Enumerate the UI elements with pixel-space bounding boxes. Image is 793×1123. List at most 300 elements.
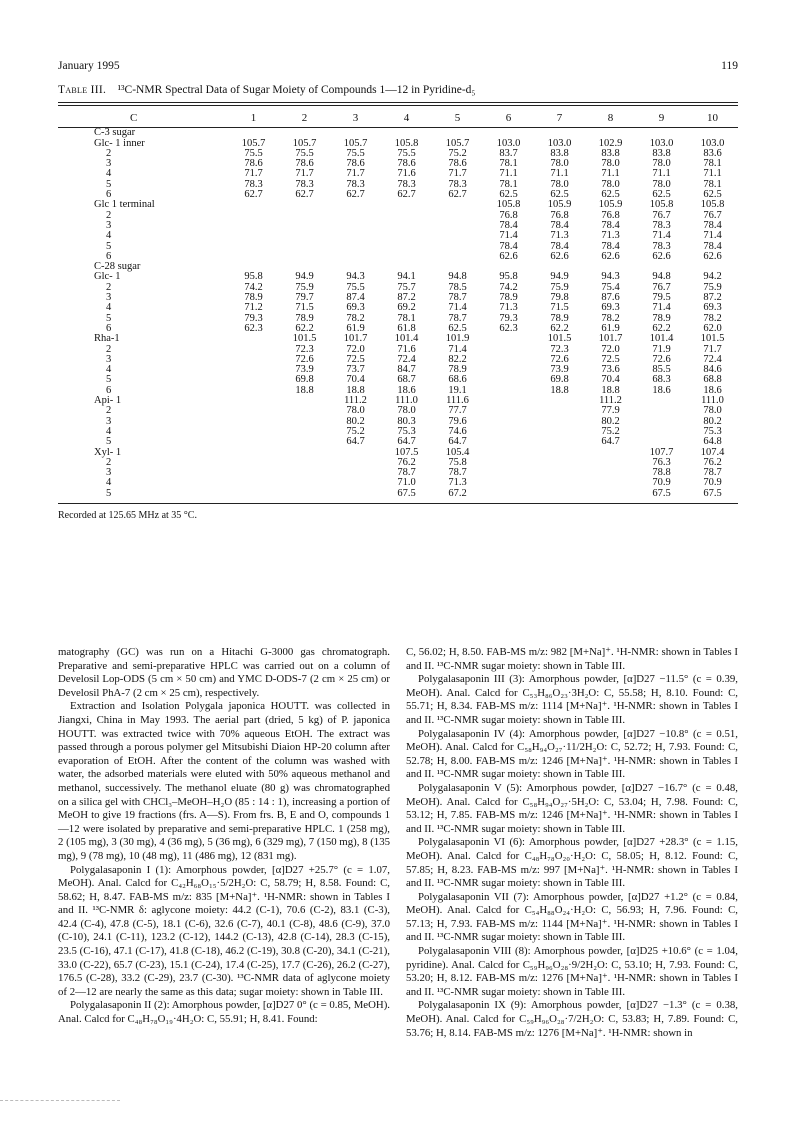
table-cell: 87.2 [703,292,722,304]
row-label: 3 [106,292,112,304]
table-cell [228,427,279,437]
table-cell: 70.9 [703,477,722,489]
page [58,60,738,521]
table-cell: 71.7 [295,168,314,180]
table-row [58,437,738,447]
table-cell: 71.1 [499,168,518,180]
table-cell [279,221,330,231]
table-cell [279,128,330,139]
table-cell [330,221,381,231]
table-cell: 105.9 [598,199,623,211]
table-cell: 82.2 [448,353,467,365]
table-cell: 62.2 [550,322,569,334]
table-cell: 105.8 [496,199,521,211]
table-cell [279,242,330,252]
table-cell: 75.8 [448,456,467,468]
table-cell: 71.7 [346,168,365,180]
table-cell: 62.5 [499,189,518,201]
table-cell: 71.5 [295,302,314,314]
table-cell: 75.9 [703,281,722,293]
table-cell: 78.9 [448,364,467,376]
table-cell [279,396,330,406]
table-cell [585,448,636,458]
column-header-carbon: C [58,110,228,128]
table-cell: 105.8 [700,199,725,211]
table-cell [636,427,687,437]
table-cell [228,200,279,210]
table-cell: 79.3 [499,312,518,324]
table-cell: 76.3 [652,456,671,468]
body-text [58,646,738,1040]
table-cell: 64.7 [397,436,416,448]
table-cell [381,252,432,262]
table-cell [228,128,279,139]
table-cell: 95.8 [244,271,263,283]
table-cell: 78.9 [244,292,263,304]
table-cell [228,345,279,355]
table-cell: 78.1 [397,312,416,324]
table-cell [483,345,534,355]
row-label: 6 [106,250,112,262]
table-cell: 78.3 [295,178,314,190]
table-cell: 78.0 [550,158,569,170]
table-cell: 95.8 [499,271,518,283]
table-cell: 18.8 [601,384,620,396]
table-cell [534,489,585,503]
table-cell: 79.6 [448,415,467,427]
table-cell: 83.6 [703,147,722,159]
table-cell [279,448,330,458]
table-cell [483,396,534,406]
table-footnote: Recorded at 125.65 MHz at 35 °C. [58,509,197,521]
table-cell: 111.2 [599,395,622,407]
table-cell: 94.8 [652,271,671,283]
table-cell: 76.7 [703,209,722,221]
table-cell: 101.7 [343,333,368,345]
table-cell: 71.1 [703,168,722,180]
row-label: 5 [106,178,112,190]
table-cell [534,427,585,437]
column-header-compound: 5 [432,110,483,128]
table-cell [279,211,330,221]
table-cell: 78.7 [448,292,467,304]
table-cell: 67.2 [448,487,467,499]
table-cell: 69.3 [346,302,365,314]
page-number: 119 [721,60,738,72]
row-label: 5 [106,374,112,386]
table-cell: 18.8 [295,384,314,396]
table-cell [585,489,636,503]
table-cell: 75.4 [601,281,620,293]
paragraph: Polygalasaponin IX (9): Amorphous powder, [α]D27 −1.3° (c = 0.38, MeOH). Anal. Calcd for C₅₉H₉₆O₂₈·7/2H₂O: C, 53.83; H, 7.89. Found: C, 53.76; H, 8.14. FAB-MS m/z: 1276 [M+Na]⁺. ¹H-NMR: shown in [406,999,738,1039]
table-cell: 78.7 [397,467,416,479]
table-cell: 72.3 [295,343,314,355]
table-cell: 75.2 [601,425,620,437]
table-cell: 78.1 [703,158,722,170]
row-label: Glc 1 terminal [94,199,155,211]
table-cell: 64.7 [448,436,467,448]
table-cell: 78.7 [703,467,722,479]
column-header-compound: 9 [636,110,687,128]
table-cell: 75.2 [346,425,365,437]
table-cell [330,231,381,241]
table-row [58,252,738,262]
table-cell: 73.6 [601,364,620,376]
table-cell: 64.7 [346,436,365,448]
table-cell: 62.6 [601,250,620,262]
table-cell: 61.9 [601,322,620,334]
table-cell [585,458,636,468]
row-label: 5 [106,487,112,499]
table-row [58,200,738,210]
table-cell: 83.8 [652,147,671,159]
table-cell [228,489,279,503]
table-cell: 83.7 [499,147,518,159]
table-cell: 78.6 [448,158,467,170]
table-cell: 62.7 [448,189,467,201]
table-cell: 78.9 [499,292,518,304]
column-header-compound: 10 [687,110,738,128]
table-cell: 107.7 [649,446,674,458]
row-label: Glc- 1 [94,271,121,283]
table-cell [687,128,738,139]
table-cell: 105.8 [649,199,674,211]
table-cell [381,221,432,231]
row-label: 4 [106,477,112,489]
table-cell: 78.6 [244,158,263,170]
table-cell: 94.3 [346,271,365,283]
table-cell [381,128,432,139]
page-header [58,60,738,72]
table-top-rule [58,102,738,106]
row-label: 4 [106,230,112,242]
table-cell: 78.0 [346,405,365,417]
table-cell [330,128,381,139]
table-cell: 75.9 [550,281,569,293]
table-cell: 78.9 [550,312,569,324]
table-cell: 62.6 [703,250,722,262]
paragraph: Polygalasaponin II (2): Amorphous powder, [α]D27 0° (c = 0.85, MeOH). Anal. Calcd for C₄₈H₇₈O₁₉·4H₂O: C, 55.91; H, 8.41. Found: [58,999,390,1026]
table-cell: 75.5 [346,281,365,293]
table-cell: 72.6 [652,353,671,365]
table-cell: 71.3 [499,302,518,314]
table-cell: 69.3 [601,302,620,314]
table-cell: 78.8 [652,467,671,479]
table-cell [432,231,483,241]
table-cell: 111.0 [395,395,418,407]
table-cell: 71.7 [448,168,467,180]
table-cell: 68.8 [703,374,722,386]
table-cell: 78.0 [601,178,620,190]
table-cell: 62.6 [652,250,671,262]
table-cell: 73.7 [346,364,365,376]
table-cell: 70.9 [652,477,671,489]
table-cell: 62.7 [295,189,314,201]
table-cell [432,200,483,210]
table-cell: 71.1 [601,168,620,180]
table-cell [585,128,636,139]
table-cell: 78.9 [295,312,314,324]
table-cell: 103.0 [700,137,725,149]
table-cell: 80.2 [601,415,620,427]
row-label: 3 [106,353,112,365]
table-cell: 78.4 [499,219,518,231]
table-cell: 71.4 [703,230,722,242]
table-cell: 76.2 [397,456,416,468]
table-cell [228,221,279,231]
table-cell: 78.4 [550,240,569,252]
table-cell: 71.4 [652,302,671,314]
table-cell: 78.0 [397,405,416,417]
row-label: Api- 1 [94,395,122,407]
table-cell: 71.2 [244,302,263,314]
table-cell: 75.3 [397,425,416,437]
row-label: 2 [106,456,112,468]
table-cell: 69.3 [703,302,722,314]
row-label: 5 [106,312,112,324]
table-cell [381,200,432,210]
table-cell: 68.6 [448,374,467,386]
row-label: 2 [106,343,112,355]
table-cell: 76.7 [652,209,671,221]
table-cell [330,242,381,252]
table-cell [636,396,687,406]
table-cell [228,458,279,468]
table-cell: 77.7 [448,405,467,417]
table-cell: 72.0 [346,343,365,355]
table-cell: 87.2 [397,292,416,304]
table-cell: 94.9 [295,271,314,283]
table-cell: 75.5 [244,147,263,159]
table-cell: 18.8 [346,384,365,396]
table-row [58,334,738,344]
column-header-compound: 2 [279,110,330,128]
table-cell: 71.5 [550,302,569,314]
table-cell: 67.5 [397,487,416,499]
table-cell [636,437,687,447]
table-cell: 105.4 [445,446,470,458]
table-cell: 71.4 [448,302,467,314]
table-cell: 74.6 [448,425,467,437]
table-cell: 78.7 [448,467,467,479]
table-cell: 69.8 [550,374,569,386]
table-cell: 62.2 [652,322,671,334]
table-cell [483,355,534,365]
table-cell: 79.3 [244,312,263,324]
table-cell: 62.6 [550,250,569,262]
table-cell [483,489,534,503]
row-label: 5 [106,240,112,252]
table-cell [330,478,381,488]
table-cell [228,242,279,252]
table-cell: 105.7 [445,137,470,149]
table-cell [279,489,330,503]
row-label: Glc- 1 inner [94,137,145,149]
table-cell: 105.8 [394,137,419,149]
table-cell [279,231,330,241]
table-cell [483,468,534,478]
table-cell: 78.6 [346,158,365,170]
table-cell [228,437,279,447]
table-cell: 62.6 [499,250,518,262]
table-cell: 80.2 [703,415,722,427]
table-cell: 78.3 [397,178,416,190]
table-cell: 78.3 [448,178,467,190]
table-cell: 101.9 [445,333,470,345]
table-cell: 71.9 [652,343,671,355]
table-cell: 71.4 [652,230,671,242]
table-cell: 94.1 [397,271,416,283]
table-cell [636,406,687,416]
table-cell: 78.5 [448,281,467,293]
table-cell: 78.0 [652,178,671,190]
row-label: 6 [106,189,112,201]
table-cell [534,417,585,427]
table-cell: 72.5 [346,353,365,365]
table-bottom-rule [58,503,738,504]
table-row [58,190,738,200]
table-cell: 62.7 [346,189,365,201]
table-cell [279,478,330,488]
table-cell: 62.5 [601,189,620,201]
table-cell: 75.9 [295,281,314,293]
table-cell: 73.9 [295,364,314,376]
table-row [58,221,738,231]
table-cell: 62.5 [448,322,467,334]
table-cell: 103.0 [496,137,521,149]
table-cell: 69.2 [397,302,416,314]
table-cell [483,478,534,488]
table-title: ¹³C-NMR Spectral Data of Sugar Moiety of Compounds 1—12 in Pyridine-d₅ [117,84,476,96]
row-label: Rha-1 [94,333,120,345]
table-cell: 101.4 [394,333,419,345]
table-cell: 62.3 [499,322,518,334]
table-cell: 78.0 [550,178,569,190]
table-cell: 78.4 [601,240,620,252]
table-cell: 83.8 [601,147,620,159]
table-cell [279,458,330,468]
table-cell [483,365,534,375]
table-cell [228,406,279,416]
table-cell: 87.4 [346,292,365,304]
table-cell [483,448,534,458]
table-cell: 72.6 [295,353,314,365]
paragraph: Polygalasaponin V (5): Amorphous powder, [α]D27 −16.7° (c = 0.48, MeOH). Anal. Calcd for C₅₈H₉₄O₂₇·5H₂O: C, 53.04; H, 7.98. Found: C, 53.12; H, 7.85. FAB-MS m/z: 1246 [M+Na]⁺. ¹H-NMR: shown in Tables I and II. ¹³C-NMR sugar moiety: shown in Table III. [406,781,738,835]
table-cell [279,468,330,478]
column-header-compound: 4 [381,110,432,128]
table-cell [279,417,330,427]
row-label: 5 [106,436,112,448]
table-cell: 75.5 [295,147,314,159]
table-cell [330,448,381,458]
table-cell [483,128,534,139]
table-cell: 79.7 [295,292,314,304]
table-cell: 101.5 [547,333,572,345]
table-cell [432,252,483,262]
table-caption [58,84,738,96]
table-cell: 72.6 [550,353,569,365]
table-cell: 94.3 [601,271,620,283]
table-cell: 78.2 [346,312,365,324]
row-label: 3 [106,158,112,170]
table-cell: 62.5 [703,189,722,201]
row-label: 6 [106,322,112,334]
table-cell: 107.4 [700,446,725,458]
table-cell: 71.3 [448,477,467,489]
table-cell: 72.4 [703,353,722,365]
table-cell: 62.7 [244,189,263,201]
table-cell [636,417,687,427]
table-cell: 85.5 [652,364,671,376]
table-cell [228,355,279,365]
table-cell [228,334,279,344]
table-cell: 76.2 [703,456,722,468]
paragraph: Polygalasaponin VI (6): Amorphous powder, [α]D27 +28.3° (c = 1.15, MeOH). Anal. Calcd for C₄₈H₇₈O₂₀·H₂O: C, 58.05; H, 8.12. Found: C, 57.85; H, 8.23. FAB-MS m/z: 997 [M+Na]⁺. ¹H-NMR: shown in Tables I and II. ¹³C-NMR sugar moiety: shown in Table III. [406,836,738,890]
right-column [406,646,738,1040]
table-cell [228,211,279,221]
table-cell: 75.5 [397,147,416,159]
table-cell: 101.7 [598,333,623,345]
table-cell: 78.3 [346,178,365,190]
table-cell: 71.4 [448,343,467,355]
table-cell: 111.0 [701,395,724,407]
table-cell: 78.1 [499,158,518,170]
table-cell: 61.9 [346,322,365,334]
table-cell: 105.7 [241,137,266,149]
table-cell [228,396,279,406]
table-cell: 70.4 [601,374,620,386]
table-cell: 71.7 [703,343,722,355]
table-cell [228,365,279,375]
table-section-row [58,128,738,139]
table-cell: 102.9 [598,137,623,149]
table-cell: 77.9 [601,405,620,417]
table-cell: 75.7 [397,281,416,293]
table-cell: 105.9 [547,199,572,211]
row-label: 2 [106,405,112,417]
table-cell [483,417,534,427]
row-label: 3 [106,415,112,427]
table-cell: 62.7 [397,189,416,201]
table-cell: 78.6 [397,158,416,170]
table-cell: 78.9 [652,312,671,324]
table-cell: 94.8 [448,271,467,283]
table-cell: 73.9 [550,364,569,376]
table-cell: 74.2 [499,281,518,293]
table-cell: 101.4 [649,333,674,345]
table-cell [483,386,534,396]
row-label: C-3 sugar [94,127,136,139]
paragraph: Polygalasaponin VIII (8): Amorphous powder, [α]D25 +10.6° (c = 1.04, pyridine). Anal. Calcd for C₅₉H₉₆O₂₈·9/2H₂O: C, 53.10; H, 7.93. Found: C, 53.20; H, 8.12. FAB-MS m/z: 1276 [M+Na]⁺. ¹H-NMR: shown in Tables I and II. ¹³C-NMR sugar moiety: shown in Table III. [406,945,738,998]
table-cell: 76.8 [499,209,518,221]
table-cell: 71.1 [652,168,671,180]
table-cell: 105.7 [292,137,317,149]
table-cell: 71.3 [601,230,620,242]
table-row [58,231,738,241]
row-label: 2 [106,209,112,221]
table-cell [585,478,636,488]
table-label: Table III. [58,84,107,96]
table-cell: 84.7 [397,364,416,376]
table-cell [330,200,381,210]
table-cell [330,458,381,468]
table-cell: 18.6 [703,384,722,396]
paragraph: Polygalasaponin IV (4): Amorphous powder, [α]D27 −10.8° (c = 0.51, MeOH). Anal. Calcd for C₅₈H₉₄O₂₇·11/2H₂O: C, 52.72; H, 7.93. Found: C, 52.78; H, 8.00. FAB-MS m/z: 1246 [M+Na]⁺. ¹H-NMR: shown in Tables I and II. ¹³C-NMR sugar moiety: shown in Table III. [406,727,738,781]
table-cell [330,489,381,503]
row-label: 4 [106,302,112,314]
table-cell: 76.8 [550,209,569,221]
table-cell: 19.1 [448,384,467,396]
